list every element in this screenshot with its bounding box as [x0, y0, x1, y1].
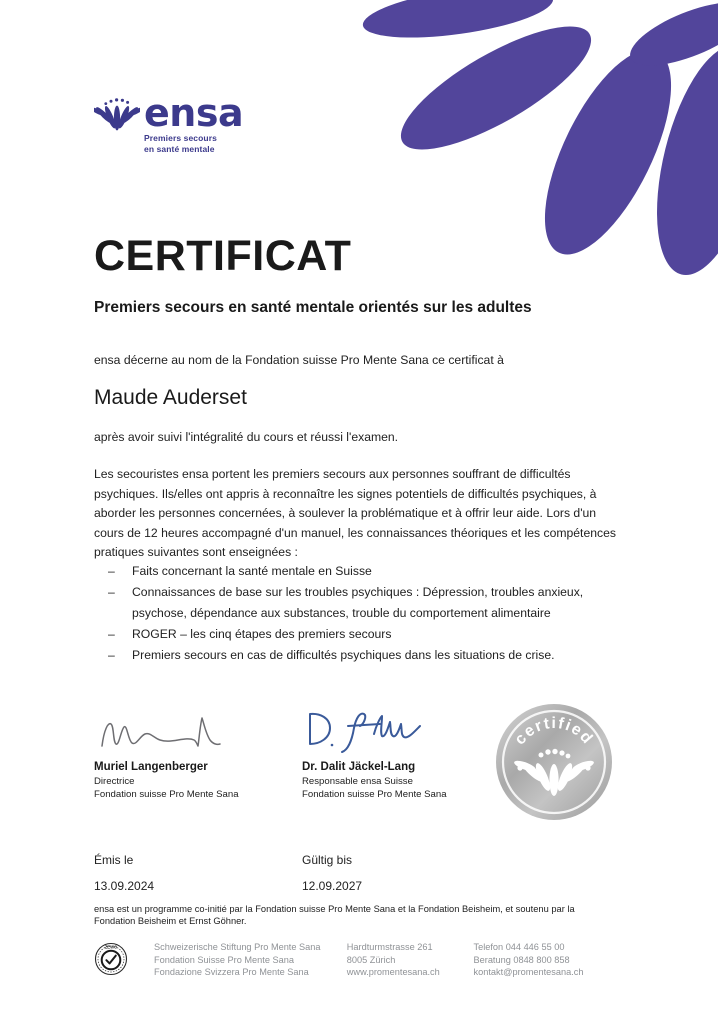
bullet-dash-icon: –	[108, 627, 115, 641]
expiry-date-value: 12.09.2027	[302, 879, 363, 893]
dates-block	[94, 851, 624, 897]
handwritten-signature-icon	[94, 700, 239, 758]
signatory-role: Responsable ensa Suisse	[302, 776, 413, 787]
issue-date-label: Émis le	[94, 853, 134, 867]
page-title: CERTIFICAT	[94, 232, 352, 280]
decorative-petals-graphic	[358, 0, 718, 300]
list-item-label: Premiers secours en cas de difficultés psychiques dans les situations de crise.	[132, 648, 555, 662]
list-item-label: Faits concernant la santé mentale en Suisse	[132, 564, 372, 578]
list-item	[108, 561, 628, 582]
programme-note: ensa est un programme co-initié par la Fondation suisse Pro Mente Sana et la Fondation Beisheim, et soutenu par la Fondation Beisheim et Ernst Göhner.	[94, 904, 575, 926]
award-statement: ensa décerne au nom de la Fondation suisse Pro Mente Sana ce certificat à	[94, 353, 504, 367]
list-item	[108, 582, 628, 624]
svg-text:ZEWO: ZEWO	[104, 944, 118, 950]
ensa-logo	[94, 91, 244, 154]
signatory-1	[94, 700, 239, 801]
recipient-name: Maude Auderset	[94, 386, 247, 409]
signatory-name: Dr. Dalit Jäckel-Lang	[302, 761, 416, 773]
address-street: Hardturmstrasse 261	[346, 942, 433, 952]
issue-date-field	[94, 851, 154, 895]
foundation-names	[154, 941, 343, 979]
address-city: 8005 Zürich	[346, 954, 396, 965]
postal-address	[347, 941, 470, 979]
bullet-dash-icon: –	[108, 564, 115, 578]
bullet-dash-icon: –	[108, 585, 115, 599]
signatory-organisation: Fondation suisse Pro Mente Sana	[94, 789, 239, 800]
foundation-name-de: Schweizerische Stiftung Pro Mente Sana	[154, 942, 321, 952]
bullet-dash-icon: –	[108, 648, 115, 662]
signatory-organisation: Fondation suisse Pro Mente Sana	[302, 789, 447, 800]
logo-tagline-line1: Premiers secours	[144, 133, 217, 143]
list-item-label: ROGER – les cinq étapes des premiers secours	[132, 627, 392, 641]
issue-date-value: 13.09.2024	[94, 879, 155, 893]
completion-statement: après avoir suivi l'intégralité du cours et réussi l'examen.	[94, 430, 399, 444]
handwritten-signature-icon	[302, 700, 447, 758]
expiry-date-field	[302, 851, 362, 895]
address-website[interactable]: www.promentesana.ch	[346, 967, 440, 978]
logo-wordmark: ensa	[144, 91, 244, 135]
contact-email[interactable]: kontakt@promentesana.ch	[473, 967, 584, 978]
certificate-subtitle: Premiers secours en santé mentale orientés sur les adultes	[94, 299, 532, 316]
contact-phone: Telefon 044 446 55 00	[473, 942, 565, 952]
footer-address-bar	[94, 941, 634, 987]
list-item	[108, 645, 628, 666]
contact-details	[474, 941, 634, 979]
flower-petals-icon	[94, 98, 140, 134]
list-item-label: Connaissances de base sur les troubles psychiques : Dépression, troubles anxieux, psychose, dépendance aux substances, trouble du comportement alimentaire	[132, 585, 584, 620]
signatory-name: Muriel Langenberger	[94, 761, 208, 773]
list-item	[108, 624, 628, 645]
certified-seal-icon	[494, 702, 614, 822]
competencies-list	[108, 561, 628, 666]
signatory-2	[302, 700, 447, 801]
description-paragraph: Les secouristes ensa portent les premiers secours aux personnes souffrant de difficultés psychiques. Ils/elles ont appris à reconnaître les signes potentiels de difficultés psychiques, à aborder les personnes concernées, à soulever la problématique et à offrir leur aide. Lors d'un cours de 12 heures accompagné d'un manuel, les connaissances théoriques et les compétences pratiques suivantes sont enseignées :	[94, 467, 616, 559]
expiry-date-label: Gültig bis	[302, 853, 353, 867]
contact-helpline: Beratung 0848 800 858	[473, 954, 570, 965]
foundation-name-fr: Fondation Suisse Pro Mente Sana	[154, 954, 294, 965]
logo-tagline-line2: en santé mentale	[144, 143, 215, 154]
signatory-role: Directrice	[94, 776, 135, 787]
zewo-seal-icon	[94, 942, 128, 976]
foundation-name-it: Fondazione Svizzera Pro Mente Sana	[154, 967, 309, 978]
seal-label: certified	[511, 714, 597, 749]
